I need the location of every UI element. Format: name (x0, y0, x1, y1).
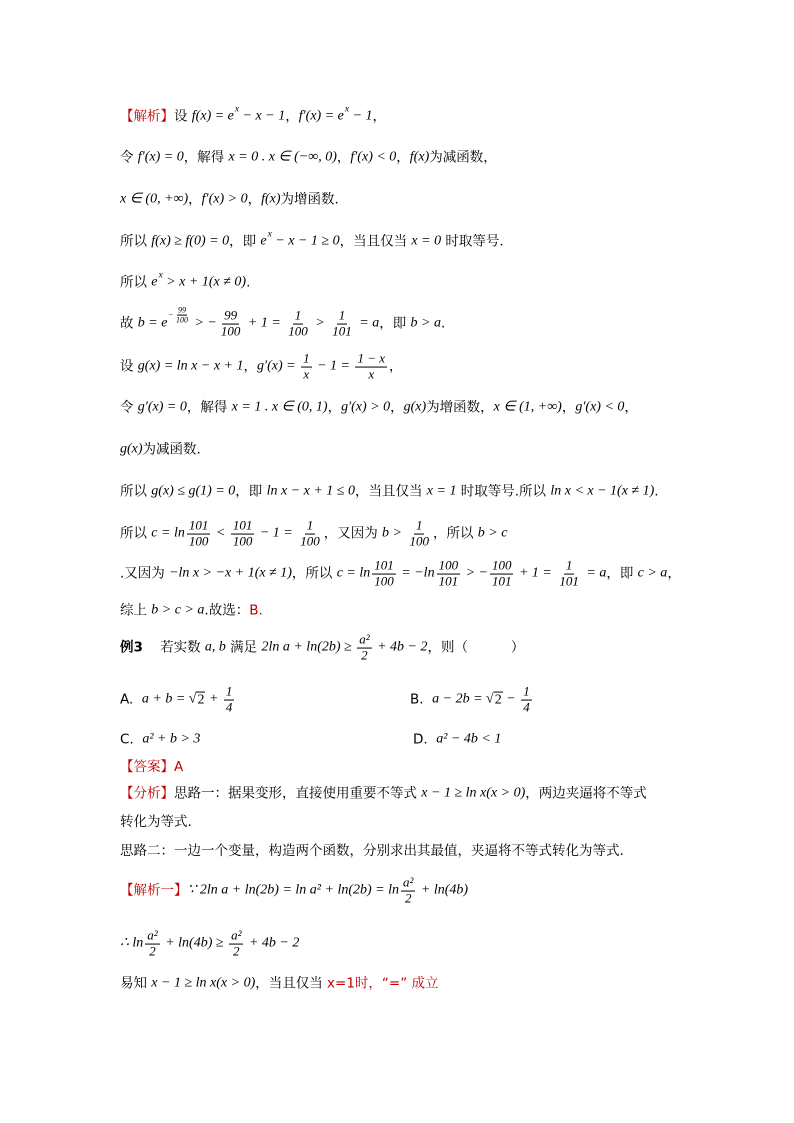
math-expression: x = 0 (411, 233, 442, 249)
denominator: 101 (491, 573, 512, 589)
math-expression: x = 1 . x ∈ (0, 1) (231, 399, 328, 415)
denominator: 2 (149, 943, 156, 959)
text: ，即 (606, 565, 638, 582)
text: . (440, 315, 446, 332)
text: .故选： (204, 602, 250, 619)
math-expression: + 1 = (515, 565, 556, 581)
fraction (372, 559, 396, 590)
math-expression: g′(x) < 0 (575, 399, 625, 415)
numerator: 101 (232, 517, 253, 533)
text: ， (247, 191, 262, 208)
numerator: 99 (177, 305, 186, 315)
text: 为减函数. (142, 441, 201, 458)
text: ，即 (379, 315, 411, 332)
text: ， (396, 149, 410, 166)
fraction (231, 519, 255, 550)
numerator: 1 (225, 683, 233, 699)
text: ，两边夹逼将不等式 (525, 785, 647, 802)
text: 易知 (120, 975, 152, 992)
math-expression: 2ln a + ln(2b) ≥ (261, 639, 356, 655)
fraction (219, 309, 243, 340)
text: ， (624, 399, 638, 416)
text: ， (285, 108, 299, 125)
math-expression: − x − 1 ≥ 0 (271, 233, 340, 249)
fraction (224, 685, 235, 716)
denominator: 100 (374, 573, 394, 589)
math-expression: c > a (637, 565, 668, 581)
text-line-7 (120, 352, 403, 383)
superscript: x (234, 104, 240, 115)
text: 设 (174, 108, 192, 125)
fraction (301, 352, 312, 383)
denominator: 100 (232, 533, 253, 549)
fraction (357, 633, 371, 664)
math-expression: = a (355, 315, 380, 331)
text-line-2 (120, 150, 497, 167)
math-expression: e (260, 233, 267, 249)
math-expression: = a (582, 565, 607, 581)
math-expression: b > c > a (151, 602, 205, 618)
text-line-10 (120, 484, 659, 501)
numerator: 99 (224, 307, 238, 323)
text: ， (667, 565, 681, 582)
math-expression: ∴ ln (120, 935, 144, 951)
math-expression: x − 1 ≥ ln x(x > 0) (151, 975, 256, 991)
highlight-label: x=1时，“=” 成立 (327, 975, 439, 992)
text: . (246, 274, 251, 291)
text-line-13 (120, 603, 263, 620)
numerator: 1 (294, 307, 302, 323)
text: ，当且仅当 (255, 975, 328, 992)
denominator: 100 (300, 533, 320, 549)
text: ， (372, 108, 387, 125)
math-expression: a² + b > 3 (142, 731, 201, 747)
math-expression: g′(x) > 0 (341, 399, 391, 415)
text-line-6 (120, 305, 446, 340)
math-expression: + ln(4b) (417, 882, 469, 898)
fraction (174, 305, 190, 324)
denominator: 101 (332, 323, 352, 339)
text: ，又因为 (323, 525, 383, 542)
math-expression: x ∈ (0, +∞) (120, 191, 189, 207)
denominator: 4 (523, 699, 530, 715)
numerator: 1 (565, 557, 573, 573)
text: . (654, 483, 659, 500)
math-expression: c = ln (151, 525, 185, 541)
text: 思路二：一边一个变量，构造两个函数，分别求出其最值，夹逼将不等式转化为等式. (120, 842, 624, 859)
text: 时取等号.所以 (456, 483, 551, 500)
text-line-12 (120, 559, 681, 590)
math-expression: b > a (410, 315, 441, 331)
text: 综上 (120, 602, 152, 619)
math-expression: −ln x > −x + 1(x ≠ 1) (169, 565, 292, 581)
math-expression: + 4b − 2 (373, 639, 428, 655)
text-line-11 (120, 519, 507, 550)
math-expression: + (205, 691, 222, 707)
highlight-label: 【分析】 (120, 785, 174, 802)
fraction (286, 309, 310, 340)
math-expression: g(x) = ln x − x + 1 (137, 358, 244, 374)
text: ，则（ ） (427, 639, 525, 656)
math-expression: < (212, 525, 229, 541)
math-expression: g′(x) = 0 (137, 399, 187, 415)
text: 为增函数， (426, 399, 494, 416)
fraction (330, 309, 354, 340)
text-line-20 (120, 786, 647, 803)
math-expression: f′(x) < 0 (350, 149, 397, 165)
numerator: 1 (415, 517, 423, 533)
fraction (401, 876, 415, 907)
text: ， (390, 399, 404, 416)
text: C. (120, 731, 143, 748)
math-expression: ln x < x − 1(x ≠ 1) (550, 483, 655, 499)
text: ，当且仅当 (355, 483, 427, 500)
math-expression: + 4b − 2 (245, 935, 300, 951)
text: D. (413, 731, 437, 748)
math-expression: ∵ 2ln a + ln(2b) = ln a² + ln(2b) = ln (187, 882, 399, 898)
superscript: x (344, 104, 350, 115)
fraction (187, 519, 211, 550)
numerator: 1 (338, 307, 346, 323)
numerator: a² (231, 927, 242, 943)
math-expression: f′(x) > 0 (201, 191, 248, 207)
text-line-1 (120, 104, 387, 126)
text: ，所以 (291, 565, 337, 582)
math-expression: ln x − x + 1 ≤ 0 (266, 483, 355, 499)
math-expression: a, b (204, 639, 226, 655)
math-expression: − 1 = (256, 525, 297, 541)
text: 所以 (120, 274, 152, 291)
text: ，即 (235, 483, 267, 500)
example-label: 例3 (120, 639, 143, 656)
fraction (490, 559, 514, 590)
exponent-sign: − (168, 310, 173, 320)
numerator: 100 (491, 557, 512, 573)
math-expression: b = e (137, 315, 168, 331)
denominator: 2 (361, 647, 368, 663)
numerator: 1 (523, 683, 530, 699)
math-expression: g(x) (403, 399, 427, 415)
text: ，即 (229, 233, 261, 250)
denominator: 101 (559, 573, 579, 589)
math-expression: g(x) (120, 441, 143, 457)
denominator: 101 (438, 573, 459, 589)
highlight-label: B. (249, 602, 263, 619)
numerator: 1 − x (357, 350, 386, 366)
math-expression: c = ln (336, 565, 371, 581)
text: ，所以 (432, 525, 478, 542)
denominator: 2 (404, 890, 412, 906)
text-line-5 (120, 270, 251, 292)
math-expression: e (151, 274, 158, 290)
math-expression: = −ln (397, 565, 435, 581)
text: ，解得 (186, 399, 232, 416)
text: 转化为等式. (120, 813, 192, 830)
text-line-4 (120, 229, 504, 251)
numerator: 100 (438, 557, 459, 573)
square-root (189, 692, 206, 709)
superscript: x (158, 270, 163, 281)
text: A. (120, 691, 142, 708)
text: ，当且仅当 (339, 233, 412, 250)
text: 满足 (225, 639, 262, 656)
superscript-fraction (168, 305, 191, 324)
text: B. (410, 691, 433, 708)
denominator: x (368, 366, 375, 382)
math-expression: f′(x) = e (298, 108, 344, 124)
text-line-18 (413, 732, 501, 749)
math-expression: x − 1 ≥ ln x(x > 0) (421, 785, 526, 801)
numerator: 101 (188, 517, 209, 533)
math-expression: x = 1 (426, 483, 457, 499)
math-expression: f(x) (409, 149, 430, 165)
math-expression: g(x) ≤ g(1) = 0 (151, 483, 236, 499)
denominator: 4 (225, 699, 233, 715)
denominator: x (303, 366, 310, 382)
radicand: √ 2 (197, 693, 205, 708)
math-expression: − 1 = (313, 358, 354, 374)
fraction (355, 352, 387, 383)
text-line-25 (120, 976, 439, 993)
text: ， (327, 399, 342, 416)
fraction (145, 929, 159, 960)
text: 时取等号. (441, 233, 504, 250)
text: 所以 (120, 525, 152, 542)
text-line-21 (120, 814, 192, 830)
text-line-17 (120, 732, 200, 749)
text-line-22 (120, 843, 624, 859)
radicand: √ 2 (494, 693, 502, 708)
fraction (407, 519, 431, 550)
numerator: a² (147, 927, 158, 943)
text: ， (561, 399, 576, 416)
text: .又因为 (120, 565, 170, 582)
math-expression: f′(x) = 0 (137, 149, 184, 165)
numerator: 101 (374, 557, 394, 573)
text-line-19 (120, 759, 183, 775)
math-expression: − x − 1 (239, 108, 286, 124)
text: 故 (120, 315, 138, 332)
numerator: a² (403, 874, 414, 890)
math-expression: + 1 = (244, 315, 285, 331)
math-expression: − 1 (349, 108, 373, 124)
math-expression: f(x) (261, 191, 281, 207)
math-expression: b > c (477, 525, 508, 541)
text-line-24 (120, 929, 299, 960)
math-expression: a + b = (141, 691, 189, 707)
denominator: 100 (220, 323, 241, 339)
text: ， (389, 358, 403, 375)
math-expression: > x + 1(x ≠ 0) (162, 274, 247, 290)
fraction (557, 559, 581, 590)
text-line-8 (120, 400, 638, 417)
fraction (521, 685, 532, 716)
text-line-9 (120, 442, 201, 459)
text-line-3 (120, 192, 339, 209)
math-expression: f(x) ≥ f(0) = 0 (151, 233, 230, 249)
math-expression: + ln(4b) ≥ (161, 935, 228, 951)
text-line-14 (120, 633, 524, 664)
denominator: 2 (233, 943, 240, 959)
text: ， (336, 149, 351, 166)
superscript: x (267, 229, 272, 240)
math-expression: > − (462, 565, 488, 581)
math-expression: − (502, 691, 520, 707)
math-expression: x = 0 . x ∈ (−∞, 0) (228, 149, 337, 165)
math-expression: a − 2b = (432, 691, 487, 707)
text: 所以 (120, 233, 152, 250)
text: 为增函数. (280, 191, 339, 208)
numerator: 1 (303, 350, 310, 366)
math-expression: > − (190, 315, 217, 331)
denominator: 100 (288, 323, 308, 339)
highlight-label: 【答案】A (120, 758, 184, 775)
text: ， (188, 191, 202, 208)
text: ，解得 (183, 149, 229, 166)
text: 令 (120, 149, 138, 166)
math-expression: a² − 4b < 1 (436, 731, 502, 747)
text: 设 (120, 358, 138, 375)
denominator: 100 (175, 315, 188, 325)
math-expression: > (311, 315, 329, 331)
math-expression: b > (382, 525, 406, 541)
fraction (437, 559, 461, 590)
text: 思路一：据果变形，直接使用重要不等式 (174, 785, 422, 802)
text: 所以 (120, 483, 152, 500)
denominator: 100 (188, 533, 209, 549)
text-line-15 (120, 685, 236, 716)
numerator: 1 (306, 517, 314, 533)
highlight-label: 【解析一】 (120, 882, 188, 899)
math-expression: f(x) = e (191, 108, 234, 124)
fraction (229, 929, 243, 960)
denominator: 100 (409, 533, 429, 549)
math-expression: g′(x) = (257, 358, 300, 374)
text: 若实数 (142, 639, 205, 656)
highlight-label: 【解析】 (120, 108, 174, 125)
text: 令 (120, 399, 138, 416)
text-line-23 (120, 876, 468, 907)
text: 为减函数， (429, 149, 497, 166)
square-root (486, 692, 503, 709)
numerator: a² (359, 631, 370, 647)
text-line-16 (410, 685, 534, 716)
text: ， (243, 358, 257, 375)
math-expression: x ∈ (1, +∞) (493, 399, 562, 415)
fraction (298, 519, 322, 550)
